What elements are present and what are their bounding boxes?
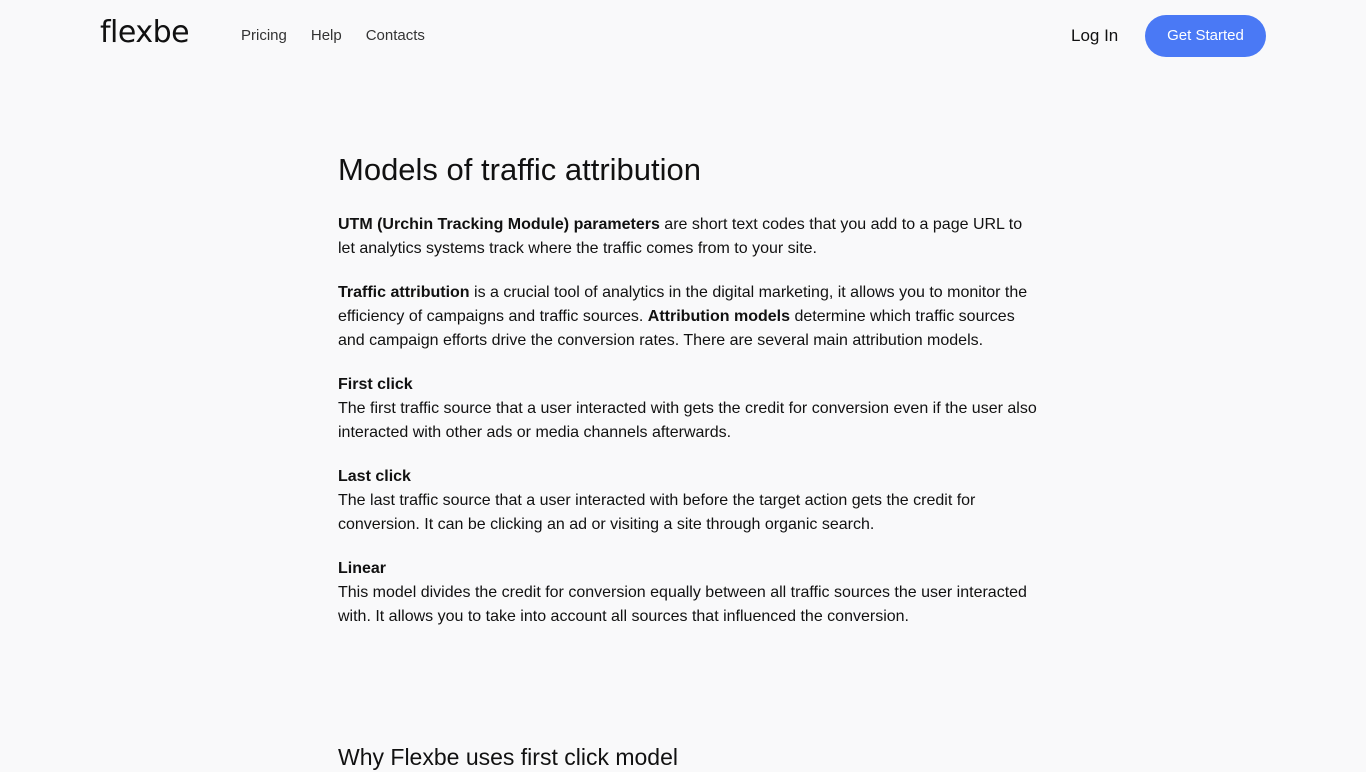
attribution-text-2: determine which traffic sources and campaign efforts drive the conversion rates. There are several main attribution models. (338, 308, 1015, 349)
model-linear (338, 557, 1038, 629)
attribution-term: Traffic attribution (338, 284, 470, 301)
main-nav (241, 27, 425, 45)
model-name: Linear (338, 560, 387, 577)
utm-paragraph (338, 213, 1038, 261)
model-name: Last click (338, 468, 411, 485)
attribution-models-term: Attribution models (647, 308, 791, 325)
attribution-paragraph (338, 281, 1038, 353)
site-header (0, 0, 1366, 72)
get-started-button[interactable]: Get Started (1145, 15, 1266, 57)
model-last-click (338, 465, 1038, 537)
login-link[interactable]: Log In (1071, 26, 1119, 45)
attribution-text-1: is a crucial tool of analytics in the digital marketing, it allows you to monitor the efficiency of campaigns and traffic sources. (338, 284, 1028, 325)
model-desc: This model divides the credit for conversion equally between all traffic sources the user interacted with. It allows you to take into account all sources that influenced the conversion. (338, 584, 1027, 625)
logo[interactable]: flexbe (100, 15, 190, 50)
nav-pricing[interactable]: Pricing (241, 27, 287, 44)
article (338, 150, 1038, 649)
nav-help[interactable]: Help (310, 27, 342, 44)
model-desc: The last traffic source that a user interacted with before the target action gets the credit for conversion. It can be clicking an ad or visiting a site through organic search. (338, 492, 976, 533)
model-desc: The first traffic source that a user interacted with gets the credit for conversion even if the user also interacted with other ads or media channels afterwards. (338, 400, 1037, 441)
model-name: First click (338, 376, 413, 393)
model-first-click (338, 373, 1038, 445)
nav-contacts[interactable]: Contacts (365, 27, 425, 44)
section-subtitle: Why Flexbe uses first click model (338, 744, 678, 770)
utm-term: UTM (Urchin Tracking Module) parameters (338, 216, 660, 233)
utm-text: are short text codes that you add to a page URL to let analytics systems track where the traffic comes from to your site. (338, 216, 1023, 257)
page-title: Models of traffic attribution (338, 152, 701, 187)
